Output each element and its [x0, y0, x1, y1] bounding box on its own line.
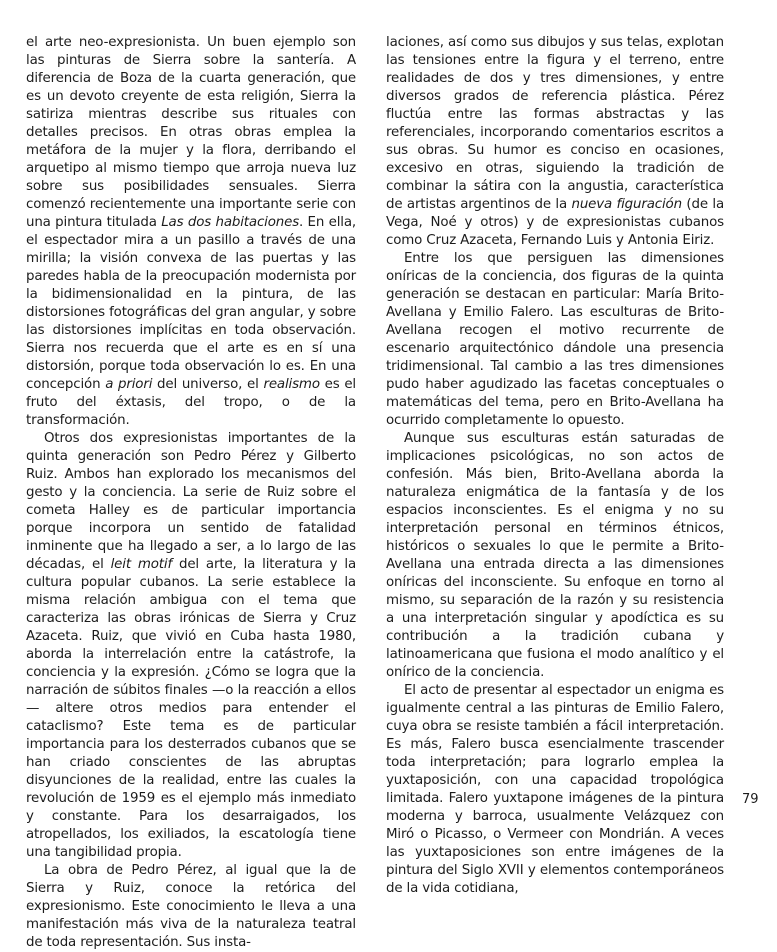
left-column: [26, 34, 356, 952]
emphasis-text: realismo: [263, 377, 320, 392]
paragraph: [26, 34, 356, 430]
paragraph: La obra de Pedro Pérez, al igual que la de Sierra y Ruiz, conoce la retórica del expresionismo. Este conocimiento le lleva a una manifestación más viva de la naturaleza teatral de toda representación. Sus insta-: [26, 863, 356, 950]
emphasis-text: leit motif: [110, 557, 173, 572]
paragraph-text: el arte neo-expresionista. Un buen ejemplo son las pinturas de Sierra sobre la santería. A diferencia de Boza de la cuarta generación, que es un devoto creyente de esta religión, Sierra la satiriza mientras describe sus rituales con detalles precisos. En otras obras emplea la metáfora de la mujer y la flora, derribando el arquetipo al mismo tiempo que arroja nueva luz sobre sus posibilidades sensuales. Sierra comenzó recientemente una importante serie con una pintura titulada: [26, 35, 356, 230]
emphasis-text: nueva figuración: [571, 197, 682, 212]
paragraph: El acto de presentar al espectador un enigma es igualmente central a las pinturas de Emilio Falero, cuya obra se resiste también a fácil interpretación. Es más, Falero busca esencialmente trascender toda interpretación; para lograrlo emplea la yuxtaposición, con una capacidad tropológica limitada. Falero yuxtapone imágenes de la pintura moderna y barroca, usualmente Velázquez con Miró o Picasso, o Vermeer con Mondrián. A veces las yuxtaposiciones son entre imágenes de la pintura del Siglo XVII y elementos contemporáneos de la vida cotidiana,: [386, 683, 724, 896]
paragraph-text: laciones, así como sus dibujos y sus telas, explotan las tensiones entre la figura y el terreno, entre realidades de dos y tres dimensiones, y entre diversos grados de referencia plástica. Pérez fluctúa entre las formas abstractas y las referenciales, incorporando comentarios escritos a sus obras. Su humor es conciso en ocasiones, excesivo en otras, siguiendo la tradición de combinar la sátira con la angustia, característica de artistas argentinos de la: [386, 35, 724, 212]
paragraph-text: es el fruto del éxtasis, del tropo, o de la transformación.: [26, 377, 356, 428]
paragraph: [386, 34, 724, 250]
paragraph: Aunque sus esculturas están saturadas de implicaciones psicológicas, no son actos de confesión. Más bien, Brito-Avellana aborda la naturaleza enigmática de la fantasía y de los espacios inconscientes. Es el enigma y no su interpretación personal en términos étnicos, históricos o sexuales lo que le permite a Brito-Avellana una entrada directa a las dimensiones oníricas del inconsciente. Su enfoque en torno al mismo, su separación de la razón y su resistencia a una interpretación singular y apodíctica es su contribución a la tradición cubana y latinoamericana que fusiona el modo analítico y el onírico de la conciencia.: [386, 431, 724, 680]
right-column: [386, 34, 724, 898]
page-number: 79: [742, 792, 759, 807]
paragraph-text: . En ella, el espectador mira a un pasillo a través de una mirilla; la visión convexa de las puertas y las paredes habla de la preocupación modernista por la bidimensionalidad en la pintura, de las distorsiones fotográficas del gran angular, y sobre las distorsiones implícitas en toda observación. Sierra nos recuerda que el arte es en sí una distorsión, porque toda observación lo es. En una concepción: [26, 215, 357, 392]
paragraph: Entre los que persiguen las dimensiones oníricas de la conciencia, dos figuras de la quinta generación se destacan en particular: María Brito-Avellana y Emilio Falero. Las esculturas de Brito-Avellana recogen el motivo recurrente de escenario arquitectónico dándole una presencia tridimensional. Tal cambio a las tres dimensiones pudo haber agudizado las facetas conceptuales o matemáticas del tema, pero en Brito-Avellana ha ocurrido completamente lo opuesto.: [386, 251, 724, 428]
paragraph-text: (de la Vega, Noé y otros) y de expresionistas cubanos como Cruz Azaceta, Fernando Luis y Antonia Eiriz.: [386, 197, 724, 248]
paragraph: [26, 430, 356, 862]
emphasis-text: a priori: [105, 377, 153, 392]
paragraph-text: Otros dos expresionistas importantes de la quinta generación son Pedro Pérez y Gilberto Ruiz. Ambos han explorado los mecanismos del gesto y la conciencia. La serie de Ruiz sobre el cometa Halley es de particular importancia porque incorpora un sentido de fatalidad inminente que ha llegado a ser, a lo largo de las décadas, el: [26, 431, 356, 572]
paragraph-text: del arte, la literatura y la cultura popular cubanos. La serie establece la misma relación ambigua con el tema que caracteriza las obras irónicas de Sierra y Cruz Azaceta. Ruiz, que vivió en Cuba hasta 1980, aborda la interrelación entre la catástrofe, la conciencia y la expresión. ¿Cómo se logra que la narración de súbitos finales —o la reacción a ellos— altere otros medios para entender el cataclismo? Este tema es de particular importancia para los desterrados cubanos que se han criado conscientes de las abruptas disyunciones de la realidad, entre las cuales la revolución de 1959 es el ejemplo más inmediato y constante. Para los desarraigados, los atropellados, los exiliados, la escatología tiene una tangibilidad propia.: [26, 557, 357, 860]
paragraph-text: del universo, el: [152, 377, 264, 392]
artwork-title: Las dos habitaciones: [161, 215, 300, 230]
